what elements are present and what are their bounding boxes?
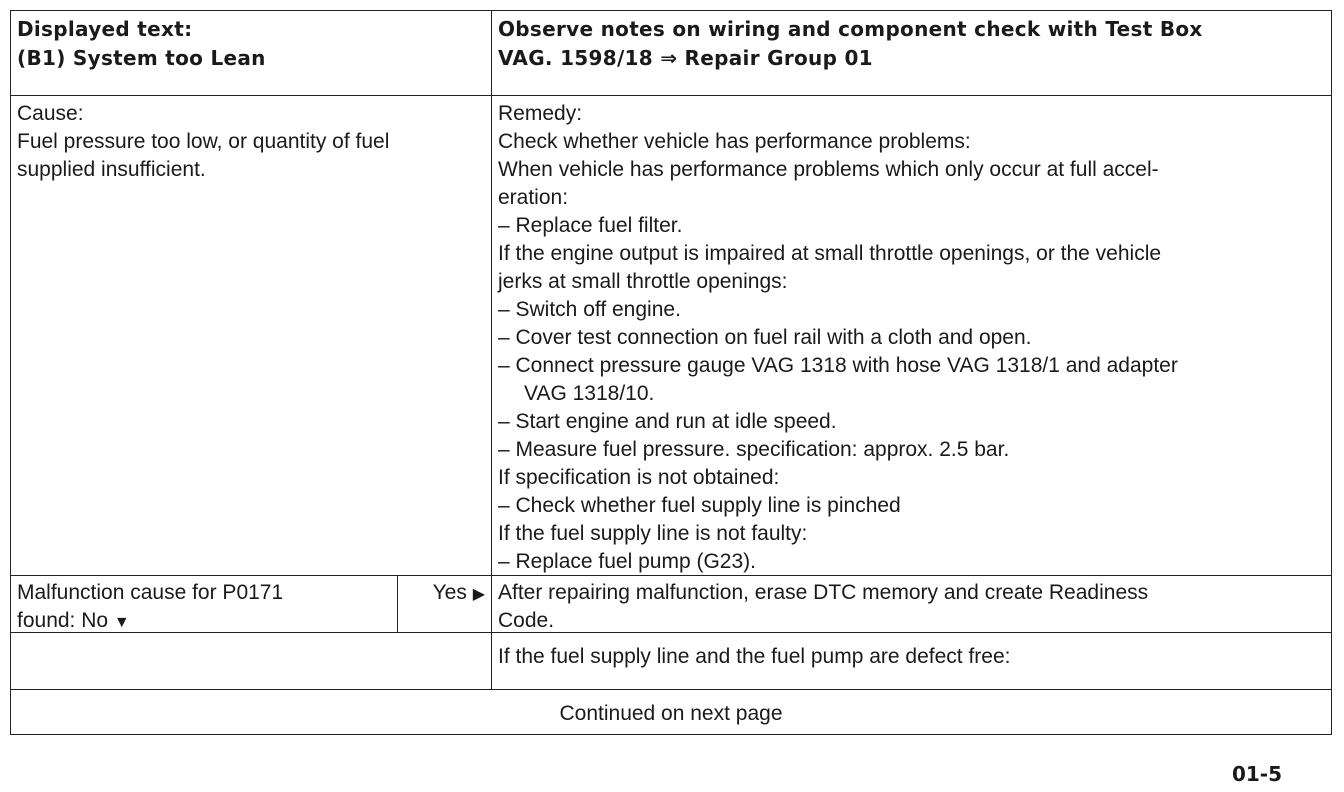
remedy-step: – Measure fuel pressure. specification: approx. 2.5 bar. bbox=[498, 438, 1010, 461]
remedy-step: – Connect pressure gauge VAG 1318 with hose VAG 1318/1 and adapter bbox=[498, 354, 1178, 377]
displayed-text-label: Displayed text: bbox=[17, 17, 193, 41]
remedy-cell bbox=[491, 95, 1332, 576]
remedy-step: – Cover test connection on fuel rail with a cloth and open. bbox=[498, 326, 1032, 349]
wiring-notes-line2: VAG. 1598/18 ⇒ Repair Group 01 bbox=[498, 46, 873, 70]
remedy-step-continuation: VAG 1318/10. bbox=[524, 382, 655, 405]
remedy-line: If the engine output is impaired at small throttle openings, or the vehicle bbox=[498, 242, 1162, 265]
found-no-label: found: No bbox=[17, 609, 109, 632]
remedy-step: – Switch off engine. bbox=[498, 298, 681, 321]
down-arrow-icon: ▼ bbox=[113, 614, 130, 631]
remedy-line: If specification is not obtained: bbox=[498, 466, 780, 489]
remedy-line: When vehicle has performance problems which only occur at full accel- bbox=[498, 158, 1159, 181]
header-right-cell bbox=[491, 10, 1332, 96]
remedy-line: eration: bbox=[498, 186, 569, 209]
remedy-label: Remedy: bbox=[498, 102, 583, 125]
yes-label: Yes bbox=[432, 581, 467, 604]
followup-text: If the fuel supply line and the fuel pump are defect free: bbox=[498, 645, 1011, 668]
yes-cell bbox=[397, 575, 492, 633]
followup-empty-cell bbox=[10, 632, 492, 690]
remedy-line: If the fuel supply line is not faulty: bbox=[498, 522, 808, 545]
malfunction-question-line1: Malfunction cause for P0171 bbox=[17, 581, 284, 604]
remedy-step: – Check whether fuel supply line is pinched bbox=[498, 494, 901, 517]
wiring-notes-line1: Observe notes on wiring and component check with Test Box bbox=[498, 17, 1203, 41]
remedy-step: – Start engine and run at idle speed. bbox=[498, 410, 837, 433]
continued-text: Continued on next page bbox=[559, 702, 783, 725]
remedy-line: jerks at small throttle openings: bbox=[498, 270, 788, 293]
remedy-step: – Replace fuel pump (G23). bbox=[498, 550, 756, 573]
followup-cell bbox=[491, 632, 1332, 690]
malfunction-action-cell bbox=[491, 575, 1332, 633]
continued-cell bbox=[10, 689, 1332, 735]
cause-label: Cause: bbox=[17, 102, 84, 125]
cause-text-line1: Fuel pressure too low, or quantity of fuel bbox=[17, 130, 390, 153]
fault-title: (B1) System too Lean bbox=[17, 46, 266, 70]
remedy-step: – Replace fuel filter. bbox=[498, 214, 683, 237]
cause-cell bbox=[10, 95, 492, 576]
action-line1: After repairing malfunction, erase DTC memory and create Readiness bbox=[498, 581, 1149, 604]
remedy-line: Check whether vehicle has performance problems: bbox=[498, 130, 971, 153]
cause-text-line2: supplied insufficient. bbox=[17, 158, 206, 181]
page-number: 01-5 bbox=[1231, 762, 1282, 786]
header-left-cell bbox=[10, 10, 492, 96]
action-line2: Code. bbox=[498, 609, 555, 632]
right-arrow-icon: ▶ bbox=[472, 586, 485, 603]
malfunction-question-cell bbox=[10, 575, 398, 633]
